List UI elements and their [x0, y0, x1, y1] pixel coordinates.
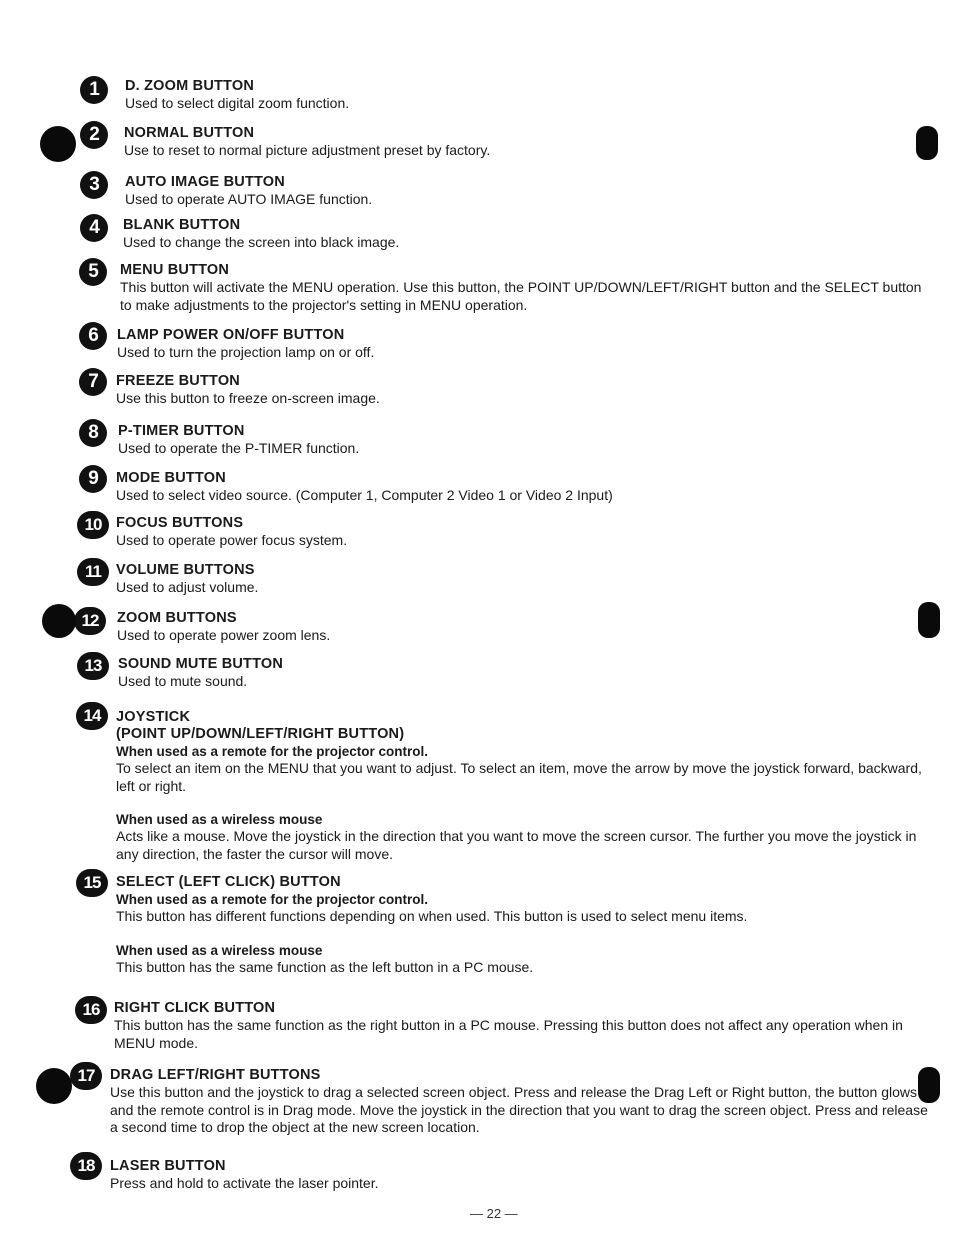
number-badge-14: 14	[76, 702, 108, 730]
number-badge-18: 18	[70, 1152, 102, 1180]
item-title: SOUND MUTE BUTTON	[118, 656, 284, 672]
item-subheading: When used as a wireless mouse	[116, 942, 323, 958]
item-title: LAMP POWER ON/OFF BUTTON	[117, 327, 345, 343]
item-description: Used to select video source. (Computer 1, Computer 2 Video 1 or Video 2 Input)	[116, 487, 613, 503]
item-title: LASER BUTTON	[110, 1158, 226, 1174]
item-description: Use to reset to normal picture adjustment preset by factory.	[124, 142, 491, 158]
item-title: P-TIMER BUTTON	[118, 423, 245, 439]
item-description: Used to mute sound.	[118, 673, 248, 689]
number-badge-15: 15	[76, 869, 108, 897]
number-badge-2: 2	[80, 121, 108, 149]
item-description: Press and hold to activate the laser pointer.	[110, 1175, 379, 1191]
number-badge-16: 16	[75, 996, 107, 1024]
item-description: Use this button to freeze on-screen image.	[116, 390, 380, 406]
item-title: MENU BUTTON	[120, 262, 230, 278]
number-badge-12: 12	[74, 607, 106, 635]
item-subheading: When used as a remote for the projector control.	[116, 744, 429, 759]
item-title: FOCUS BUTTONS	[116, 515, 244, 531]
number-badge-13: 13	[77, 652, 109, 680]
item-title: JOYSTICK	[116, 709, 191, 725]
item-description: Used to operate AUTO IMAGE function.	[125, 191, 373, 207]
item-title: MODE BUTTON	[116, 470, 226, 486]
number-badge-5: 5	[79, 258, 107, 286]
item-description: This button has the same function as the right button in a PC mouse. Pressing this button does not affect any operation when in MENU mode.	[114, 1017, 903, 1051]
punch-hole-mark	[42, 604, 76, 638]
item-description: This button will activate the MENU operation. Use this button, the POINT UP/DOWN/LEFT/RIGHT button and the SELECT button to make adjustments to the projector's setting in MENU operation.	[120, 279, 922, 313]
item-title-subline: (POINT UP/DOWN/LEFT/RIGHT BUTTON)	[116, 726, 405, 742]
item-title: DRAG LEFT/RIGHT BUTTONS	[110, 1067, 321, 1083]
item-description: This button has the same function as the left button in a PC mouse.	[116, 958, 534, 975]
number-badge-8: 8	[79, 419, 107, 447]
number-badge-6: 6	[79, 322, 107, 350]
item-description: Used to operate power zoom lens.	[117, 627, 331, 643]
punch-hole-mark	[918, 602, 940, 638]
item-description: Used to adjust volume.	[116, 579, 259, 595]
item-subheading: When used as a wireless mouse	[116, 812, 323, 827]
item-description: Acts like a mouse. Move the joystick in the direction that you want to move the screen cursor. The further you move the joystick in any direction, the faster the cursor will move.	[116, 828, 917, 862]
punch-hole-mark	[916, 126, 938, 160]
number-badge-7: 7	[79, 368, 107, 396]
item-description: Use this button and the joystick to drag a selected screen object. Press and release the Drag Left or Right button, the button glows and the remote control is in Drag mode. Move the joystick in the direction that you want to drag the screen object. Press and release a second time to drop the object at the new screen location.	[110, 1084, 928, 1135]
item-description: Used to change the screen into black image.	[123, 234, 400, 250]
punch-hole-mark	[36, 1068, 72, 1104]
item-title: NORMAL BUTTON	[124, 125, 255, 141]
item-description: Used to select digital zoom function.	[125, 95, 350, 111]
item-description: This button has different functions depending on when used. This button is used to select menu items.	[116, 908, 748, 924]
number-badge-3: 3	[80, 171, 108, 199]
item-title: RIGHT CLICK BUTTON	[114, 1000, 276, 1016]
item-description: To select an item on the MENU that you want to adjust. To select an item, move the arrow by move the joystick forward, backward, left or right.	[116, 760, 922, 794]
item-title: AUTO IMAGE BUTTON	[125, 174, 285, 190]
item-title: VOLUME BUTTONS	[116, 562, 255, 578]
item-subheading: When used as a remote for the projector control.	[116, 892, 429, 907]
item-title: BLANK BUTTON	[123, 217, 241, 233]
number-badge-10: 10	[77, 511, 109, 539]
punch-hole-mark	[918, 1067, 940, 1103]
number-badge-17: 17	[70, 1062, 102, 1090]
number-badge-1: 1	[80, 76, 108, 104]
number-badge-4: 4	[80, 214, 108, 242]
punch-hole-mark	[40, 126, 76, 162]
item-description: Used to operate power focus system.	[116, 532, 348, 548]
number-badge-9: 9	[79, 465, 107, 493]
item-title: FREEZE BUTTON	[116, 373, 240, 389]
page-number: — 22 —	[470, 1206, 518, 1221]
item-description: Used to turn the projection lamp on or off.	[117, 344, 375, 360]
item-title: SELECT (LEFT CLICK) BUTTON	[116, 874, 341, 890]
item-title: ZOOM BUTTONS	[117, 610, 237, 626]
item-title: D. ZOOM BUTTON	[125, 78, 254, 94]
number-badge-11: 11	[77, 558, 109, 586]
item-description: Used to operate the P-TIMER function.	[118, 440, 360, 456]
